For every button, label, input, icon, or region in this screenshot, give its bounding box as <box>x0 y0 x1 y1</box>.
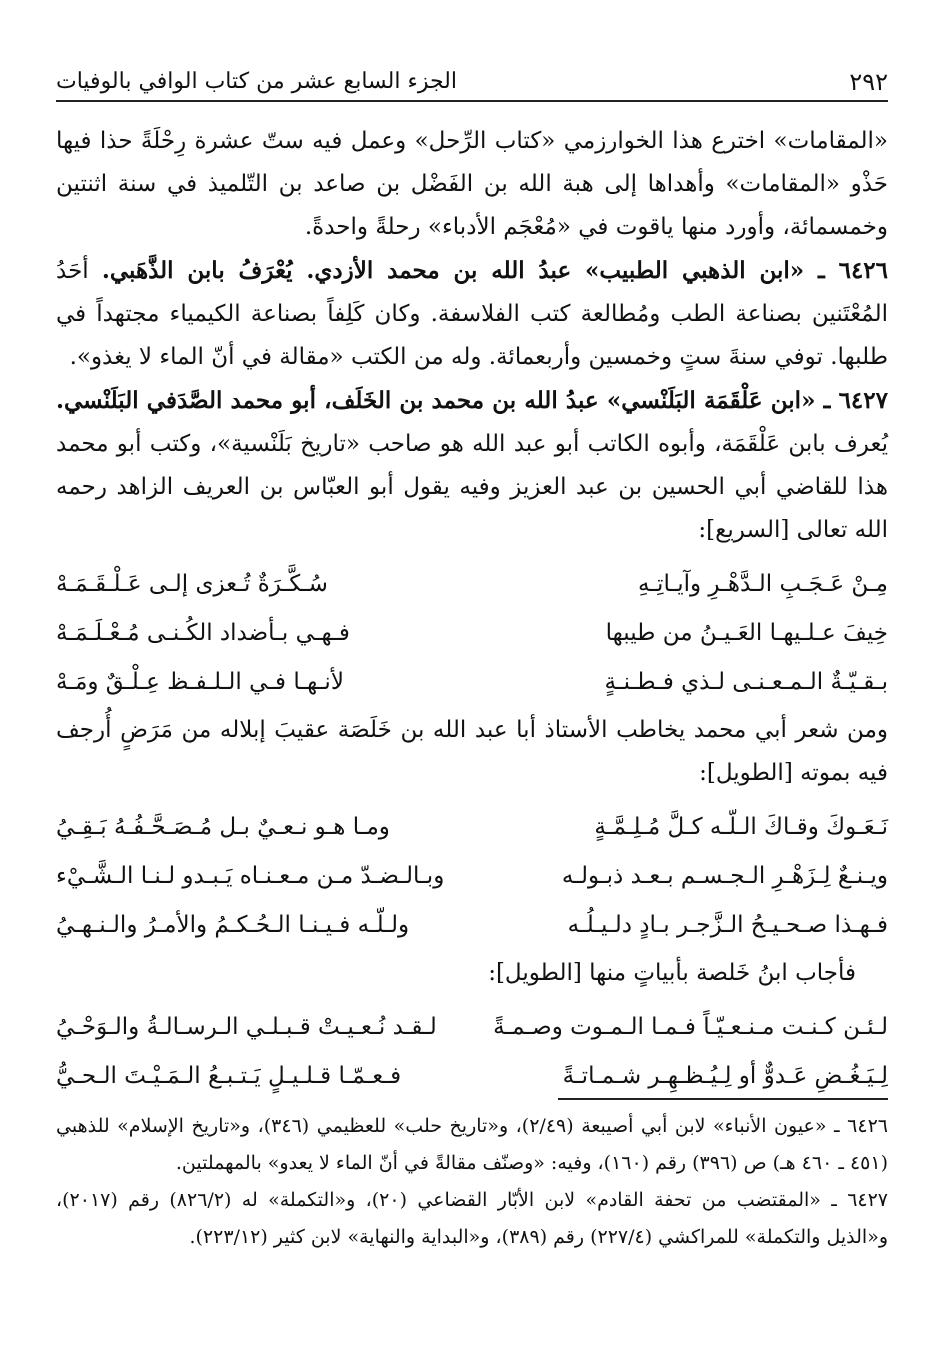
hemistich-second: سُـكَّـرَةٌ تُـعزى إلـى عَـلْـقَـمَـهْ <box>56 571 328 597</box>
footnote-divider <box>558 1098 888 1100</box>
entry-6427-text: يُعرف بابن عَلْقَمَة، وأبوه الكاتب أبو عبد الله هو صاحب «تاريخ بَلَنْسية»، وكتب أبو محمد هذا للقاضي أبي الحسين بن عبد العزيز وفيه يقول أبو العبّاس بن العريف الزاهد رحمه الله تعالى [السريع]: <box>56 431 888 543</box>
paragraph-maqamat: «المقامات» اخترع هذا الخوارزمي «كتاب الرِّحل» وعمل فيه ستّ عشرة رِحْلَةً حذا فيها حَذْو «المقامات» وأهداها إلى هبة الله بن الفَضْل بن صاعد بن التّلميذ في سنة اثنتين وخمسمائة، وأورد منها ياقوت في «مُعْجَم الأدباء» رحلةً واحدةً. <box>56 128 888 240</box>
entry-6427-heading: ٦٤٢٧ ـ «ابن عَلْقَمَة البَلَنْسي» عبدُ الله بن محمد بن الخَلَف، أبو محمد الصَّدَفي البَلَنْسي. <box>56 387 888 414</box>
hemistich-first: لِـيَـغُـضِ عَـدوٌّ أو لِـيُـظـهِـر شـمـاتـةً <box>562 1063 888 1089</box>
entry-6427 <box>56 379 888 552</box>
hemistich-second: ولـلّـه فـيـنـا الـحُـكـمُ والأمـرُ والـنـهـيُ <box>56 912 410 938</box>
hemistich-first: ويـنـعٌ لِـزَهْـرِ الـجـسـم بـعـد ذبـولـه <box>561 863 888 889</box>
poem-taweel-1 <box>56 803 888 950</box>
hemistich-second: وبـالـضـدّ مـن مـعـنـاه يَـبـدو لـنـا الـشَّـيْء <box>56 863 445 889</box>
hemistich-second: فـهـي بـأضداد الكُـنـى مُـعْـلَـمَـهْ <box>56 620 350 646</box>
hemistich-first: فـهـذا صـحـيـحُ الـزَّجـر بـادٍ دلـيـلُـه <box>567 912 888 938</box>
footnote-6427: ٦٤٢٧ ـ «المقتضب من تحفة القادم» لابن الأبّار القضاعي (٢٠)، و«التكملة» له (٨٢٦/٢) رقم (٢٠١٧)، و«الذيل والتكملة» للمراكشي (٢٢٧/٤) رقم (٣٨٩)، و«البداية والنهاية» لابن كثير (٢٢٣/١٢). <box>56 1189 889 1248</box>
verse <box>56 1052 888 1101</box>
entry-6426-heading: ٦٤٢٦ ـ «ابن الذهبي الطبيب» عبدُ الله بن محمد الأزدي. يُعْرَفُ بابن الذَّهَبي. <box>101 257 889 284</box>
verse <box>56 803 888 852</box>
poem-saree <box>56 560 888 707</box>
running-title: الجزء السابع عشر من كتاب الوافي بالوفيات <box>56 69 457 94</box>
hemistich-first: مِـنْ عَـجَـبِ الـدَّهْـرِ وآيـاتِـهِ <box>637 571 888 597</box>
page-number: ٢٩٢ <box>849 68 888 96</box>
main-text <box>56 120 888 1103</box>
running-header <box>56 56 888 102</box>
verse <box>56 560 888 609</box>
hemistich-first: لـئـن كـنـت مـنـعـيّـاً فـمـا الـمـوت وصـمـةً <box>493 1014 888 1040</box>
entry-6426 <box>56 249 888 379</box>
paragraph-poem-intro: ومن شعر أبي محمد يخاطب الأستاذ أبا عبد الله بن خَلَصَة عقيبَ إبلاله من مَرَضٍ أُرجف فيه بموته [الطويل]: <box>56 717 888 786</box>
hemistich-second: لـقـد نُـعـيـتْ قـبـلـي الـرسـالـةُ والـوَحْـيُ <box>56 1014 437 1040</box>
hemistich-first: نَـعَـوكَ وقـاكَ الـلّـه كـلَّ مُـلِـمَّـةٍ <box>594 814 888 840</box>
verse <box>56 1003 888 1052</box>
verse <box>56 852 888 901</box>
footnotes <box>56 1108 888 1256</box>
verse <box>56 901 888 950</box>
verse <box>56 609 888 658</box>
hemistich-second: لأنـهـا فـي الـلـفـظ عِـلْـقٌ ومَـهْ <box>56 669 344 695</box>
verse <box>56 658 888 707</box>
paragraph-reply-intro: فأجاب ابنُ خَلصة بأبياتٍ منها [الطويل]: <box>488 960 856 986</box>
hemistich-second: ومـا هـو نـعـيٌ بـل مُـصَـحَّـفُـهُ بَـقِـيُ <box>56 814 390 840</box>
hemistich-first: خِيفَ عـلـيهـا العَـيـنُ من طيبها <box>605 620 888 646</box>
hemistich-second: فـعـمّـا قـلـيـلٍ يَـتـبـعُ الـمَـيْـتَ الـحـيُّ <box>56 1063 402 1089</box>
hemistich-first: بـقـيّـةٌ الـمـعـنـى لـذي فـطـنـةٍ <box>604 669 888 695</box>
entry-6426-text: أحَدُ المُعْتَنين بصناعة الطب ومُطالعة كتب الفلاسفة. وكان كَلِفاً بصناعة الكيمياء مجتهداً في طلبها. توفي سنةَ ستٍ وخمسين وأربعمائة. وله من الكتب «مقالة في أنّ الماء لا يغذو». <box>56 258 888 370</box>
poem-taweel-2 <box>56 1003 888 1101</box>
footnote-6426: ٦٤٢٦ ـ «عيون الأنباء» لابن أبي أصيبعة (٢/٤٩)، و«تاريخ حلب» للعظيمي (٣٤٦)، و«تاريخ الإسلام» للذهبي (٤٥١ ـ ٤٦٠ هـ) ص (٣٩٦) رقم (١٦٠)، وفيه: «وصنّف مقالةً في أنّ الماء لا يعدو» بالمهملتين. <box>56 1115 888 1174</box>
